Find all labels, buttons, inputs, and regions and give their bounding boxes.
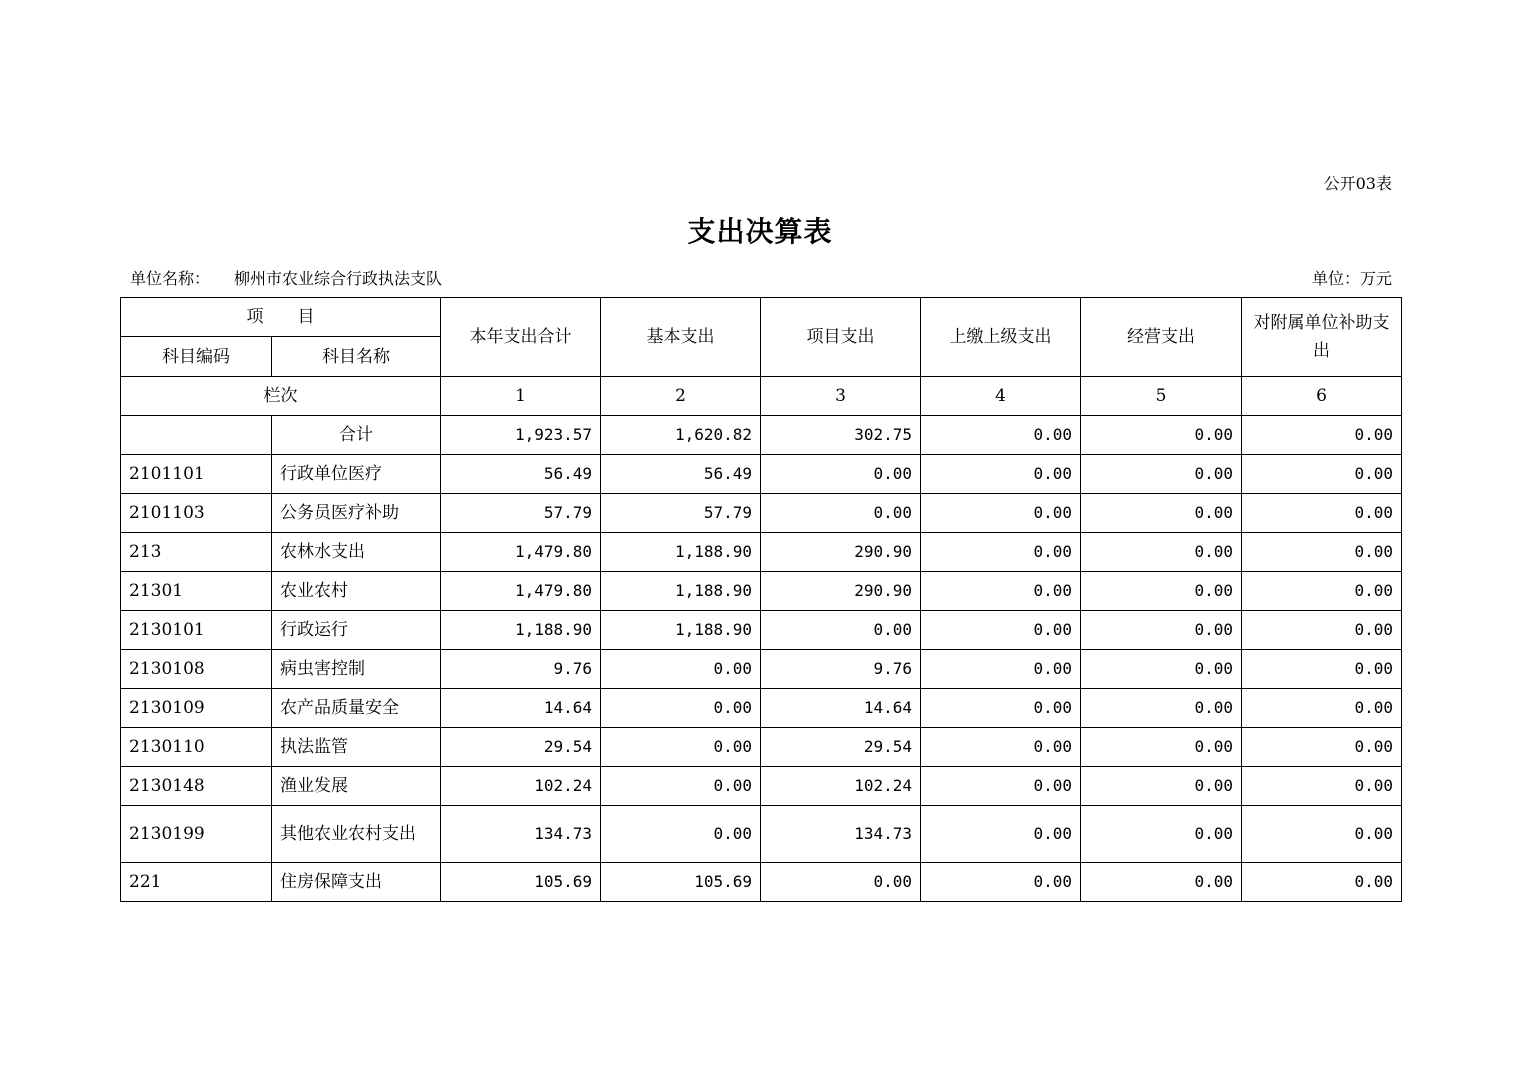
basic-amount-cell: 0.00 xyxy=(601,806,761,863)
total-amount-cell: 1,188.90 xyxy=(441,611,601,650)
subject-name-cell: 住房保障支出 xyxy=(272,863,441,902)
subsidy-amount-cell: 0.00 xyxy=(1242,650,1402,689)
total-amount-cell: 134.73 xyxy=(441,806,601,863)
total-amount-cell: 105.69 xyxy=(441,863,601,902)
table-row xyxy=(121,494,1402,533)
operating-amount-cell: 0.00 xyxy=(1081,689,1242,728)
subject-code-cell: 2130110 xyxy=(121,728,272,767)
subject-code-cell xyxy=(121,416,272,455)
table-row xyxy=(121,650,1402,689)
subsidy-amount-cell: 0.00 xyxy=(1242,572,1402,611)
basic-amount-cell: 0.00 xyxy=(601,650,761,689)
column-number: 2 xyxy=(601,377,761,416)
upper-amount-cell: 0.00 xyxy=(921,863,1081,902)
project-amount-cell: 0.00 xyxy=(761,611,921,650)
subsidy-amount-cell: 0.00 xyxy=(1242,533,1402,572)
subsidy-amount-cell: 0.00 xyxy=(1242,494,1402,533)
header-subject-code: 科目编码 xyxy=(121,337,272,377)
subject-code-cell: 2130101 xyxy=(121,611,272,650)
header-operating: 经营支出 xyxy=(1081,298,1242,377)
total-amount-cell: 14.64 xyxy=(441,689,601,728)
column-number: 3 xyxy=(761,377,921,416)
upper-amount-cell: 0.00 xyxy=(921,572,1081,611)
project-amount-cell: 290.90 xyxy=(761,533,921,572)
table-header xyxy=(121,298,1402,416)
project-amount-cell: 102.24 xyxy=(761,767,921,806)
upper-amount-cell: 0.00 xyxy=(921,767,1081,806)
form-number: 公开03表 xyxy=(1323,174,1392,193)
basic-amount-cell: 0.00 xyxy=(601,689,761,728)
subject-code-cell: 2101103 xyxy=(121,494,272,533)
subject-code-cell: 213 xyxy=(121,533,272,572)
column-number: 4 xyxy=(921,377,1081,416)
project-amount-cell: 0.00 xyxy=(761,863,921,902)
operating-amount-cell: 0.00 xyxy=(1081,611,1242,650)
operating-amount-cell: 0.00 xyxy=(1081,650,1242,689)
basic-amount-cell: 105.69 xyxy=(601,863,761,902)
table-row xyxy=(121,728,1402,767)
unit-name-value: 柳州市农业综合行政执法支队 xyxy=(234,269,443,288)
total-row xyxy=(121,416,1402,455)
header-upper: 上缴上级支出 xyxy=(921,298,1081,377)
total-amount-cell: 57.79 xyxy=(441,494,601,533)
subject-code-cell: 221 xyxy=(121,863,272,902)
subject-name-cell: 行政单位医疗 xyxy=(272,455,441,494)
subject-name-cell: 农业农村 xyxy=(272,572,441,611)
project-amount-cell: 290.90 xyxy=(761,572,921,611)
expense-table xyxy=(120,297,1402,902)
subsidy-amount-cell: 0.00 xyxy=(1242,416,1402,455)
upper-amount-cell: 0.00 xyxy=(921,416,1081,455)
project-amount-cell: 134.73 xyxy=(761,806,921,863)
column-number-label: 栏次 xyxy=(121,377,441,416)
upper-amount-cell: 0.00 xyxy=(921,689,1081,728)
operating-amount-cell: 0.00 xyxy=(1081,533,1242,572)
table-row xyxy=(121,806,1402,863)
project-amount-cell: 29.54 xyxy=(761,728,921,767)
column-number: 5 xyxy=(1081,377,1242,416)
subject-code-cell: 21301 xyxy=(121,572,272,611)
basic-amount-cell: 1,620.82 xyxy=(601,416,761,455)
subject-code-cell: 2130199 xyxy=(121,806,272,863)
subsidy-amount-cell: 0.00 xyxy=(1242,728,1402,767)
table-row xyxy=(121,863,1402,902)
basic-amount-cell: 56.49 xyxy=(601,455,761,494)
project-amount-cell: 14.64 xyxy=(761,689,921,728)
header-basic: 基本支出 xyxy=(601,298,761,377)
upper-amount-cell: 0.00 xyxy=(921,494,1081,533)
table-row xyxy=(121,572,1402,611)
upper-amount-cell: 0.00 xyxy=(921,455,1081,494)
upper-amount-cell: 0.00 xyxy=(921,728,1081,767)
project-amount-cell: 9.76 xyxy=(761,650,921,689)
page-title: 支出决算表 xyxy=(687,215,833,248)
upper-amount-cell: 0.00 xyxy=(921,611,1081,650)
basic-amount-cell: 57.79 xyxy=(601,494,761,533)
basic-amount-cell: 1,188.90 xyxy=(601,572,761,611)
subsidy-amount-cell: 0.00 xyxy=(1242,455,1402,494)
unit-name-label: 单位名称： xyxy=(130,269,211,288)
total-amount-cell: 56.49 xyxy=(441,455,601,494)
operating-amount-cell: 0.00 xyxy=(1081,455,1242,494)
subsidy-amount-cell: 0.00 xyxy=(1242,611,1402,650)
table-row xyxy=(121,767,1402,806)
total-amount-cell: 102.24 xyxy=(441,767,601,806)
operating-amount-cell: 0.00 xyxy=(1081,728,1242,767)
subject-code-cell: 2130148 xyxy=(121,767,272,806)
subject-code-cell: 2130109 xyxy=(121,689,272,728)
subsidy-amount-cell: 0.00 xyxy=(1242,863,1402,902)
header-item: 项 目 xyxy=(121,298,441,337)
upper-amount-cell: 0.00 xyxy=(921,533,1081,572)
subject-name-cell: 农林水支出 xyxy=(272,533,441,572)
table-row xyxy=(121,611,1402,650)
header-subject-name: 科目名称 xyxy=(272,337,441,377)
basic-amount-cell: 0.00 xyxy=(601,767,761,806)
column-number: 6 xyxy=(1242,377,1402,416)
total-amount-cell: 29.54 xyxy=(441,728,601,767)
unit-name-line xyxy=(130,266,442,289)
currency-unit-label: 单位：万元 xyxy=(1311,269,1392,288)
upper-amount-cell: 0.00 xyxy=(921,650,1081,689)
basic-amount-cell: 1,188.90 xyxy=(601,611,761,650)
table-row xyxy=(121,455,1402,494)
operating-amount-cell: 0.00 xyxy=(1081,416,1242,455)
total-amount-cell: 1,479.80 xyxy=(441,533,601,572)
header-subsidy: 对附属单位补助支出 xyxy=(1242,298,1402,377)
operating-amount-cell: 0.00 xyxy=(1081,806,1242,863)
subject-name-cell: 执法监管 xyxy=(272,728,441,767)
operating-amount-cell: 0.00 xyxy=(1081,863,1242,902)
subsidy-amount-cell: 0.00 xyxy=(1242,767,1402,806)
total-amount-cell: 1,923.57 xyxy=(441,416,601,455)
subject-name-cell: 公务员医疗补助 xyxy=(272,494,441,533)
subject-name-cell: 病虫害控制 xyxy=(272,650,441,689)
subject-name-cell: 渔业发展 xyxy=(272,767,441,806)
operating-amount-cell: 0.00 xyxy=(1081,572,1242,611)
subject-code-cell: 2130108 xyxy=(121,650,272,689)
total-amount-cell: 1,479.80 xyxy=(441,572,601,611)
table-row xyxy=(121,689,1402,728)
subject-name-cell: 其他农业农村支出 xyxy=(272,806,441,863)
header-total: 本年支出合计 xyxy=(441,298,601,377)
project-amount-cell: 0.00 xyxy=(761,455,921,494)
upper-amount-cell: 0.00 xyxy=(921,806,1081,863)
subject-code-cell: 2101101 xyxy=(121,455,272,494)
column-number: 1 xyxy=(441,377,601,416)
table-body xyxy=(121,416,1402,902)
project-amount-cell: 0.00 xyxy=(761,494,921,533)
header-project: 项目支出 xyxy=(761,298,921,377)
operating-amount-cell: 0.00 xyxy=(1081,494,1242,533)
subject-name-cell: 合计 xyxy=(272,416,441,455)
subsidy-amount-cell: 0.00 xyxy=(1242,689,1402,728)
basic-amount-cell: 1,188.90 xyxy=(601,533,761,572)
project-amount-cell: 302.75 xyxy=(761,416,921,455)
table-row xyxy=(121,533,1402,572)
basic-amount-cell: 0.00 xyxy=(601,728,761,767)
subject-name-cell: 行政运行 xyxy=(272,611,441,650)
operating-amount-cell: 0.00 xyxy=(1081,767,1242,806)
column-number-row xyxy=(121,377,1402,416)
subsidy-amount-cell: 0.00 xyxy=(1242,806,1402,863)
subject-name-cell: 农产品质量安全 xyxy=(272,689,441,728)
total-amount-cell: 9.76 xyxy=(441,650,601,689)
